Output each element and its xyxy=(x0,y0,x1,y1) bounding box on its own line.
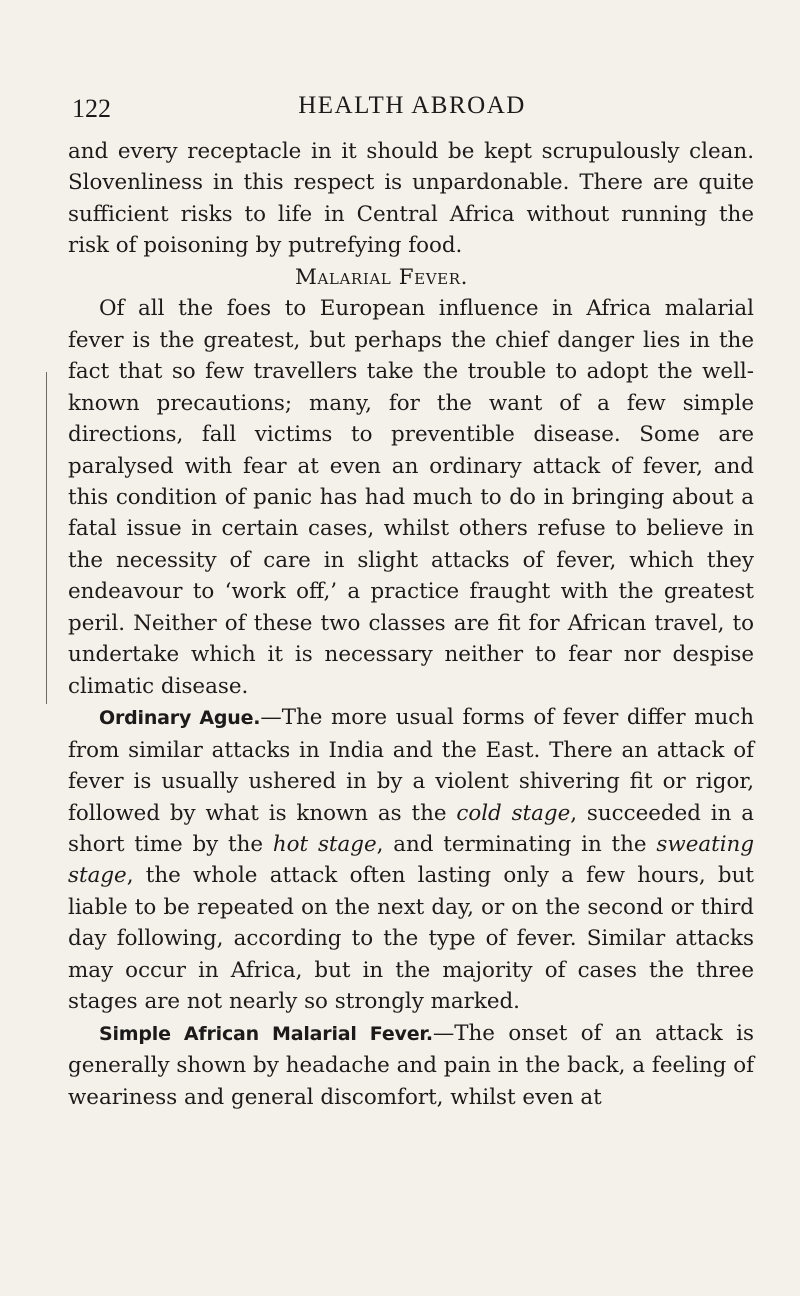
run-in-heading-simple-african-fever: Simple African Malarial Fever. xyxy=(99,1022,433,1045)
paragraph-malarial-fever: Of all the foes to European influence in Africa malarial fever is the greatest, but perhaps the chief danger lies in the fact that so few travellers take the trouble to adopt the well-known precautions; many, for the want of a few simple directions, fall victims to preventible disease. Some are paralysed with fear at even an ordinary attack of fever, and this condition of panic has had much to do in bringing about a fatal issue in certain cases, whilst others refuse to believe in the necessity of care in slight attacks of fever, which they endeavour to ‘work off,’ a practice fraught with the greatest peril. Neither of these two classes are fit for African travel, to undertake which it is necessary neither to fear nor despise climatic disease. xyxy=(68,296,754,699)
text-segment: —The more usual forms of fever differ much from similar attacks in India and the East. There an attack of fever is usually ushered in by a violent shivering fit or rigor, followed by what is known as the xyxy=(68,705,754,826)
running-head: HEALTH ABROAD xyxy=(298,92,526,119)
italic-term-cold-stage: cold stage xyxy=(456,800,571,826)
section-heading: Malarial Fever. xyxy=(295,264,469,290)
text-segment: , and terminating in the xyxy=(376,831,657,857)
italic-term-sweating-stage: sweating stage xyxy=(68,831,755,889)
paragraph-receptacle: and every receptacle in it should be kept scrupulously clean. Slovenliness in this respect is unpardonable. There are quite sufficient risks to life in Central Africa without running the risk of poisoning by putrefying food. xyxy=(68,139,754,259)
page-header xyxy=(72,88,752,128)
italic-term-hot-stage: hot stage xyxy=(272,831,377,857)
paragraph-simple-african-fever xyxy=(68,1018,754,1113)
run-in-heading-ordinary-ague: Ordinary Ague. xyxy=(99,707,261,730)
paragraph-ordinary-ague xyxy=(68,702,754,1018)
text-segment: —The onset of an attack is generally shown by headache and pain in the back, a feeling of weariness and general discomfort, whilst even at xyxy=(68,1020,754,1110)
page-number: 122 xyxy=(72,94,111,123)
body-text xyxy=(68,136,754,1113)
margin-rule xyxy=(46,372,47,704)
text-segment: , the whole attack often lasting only a few hours, but liable to be repeated on the next day, or on the second or third day following, according to the type of fever. Similar attacks may occur in Africa, but in the majority of cases the three stages are not nearly so strongly marked. xyxy=(68,863,754,1015)
text-segment: , succeeded in a short time by the xyxy=(68,800,754,857)
